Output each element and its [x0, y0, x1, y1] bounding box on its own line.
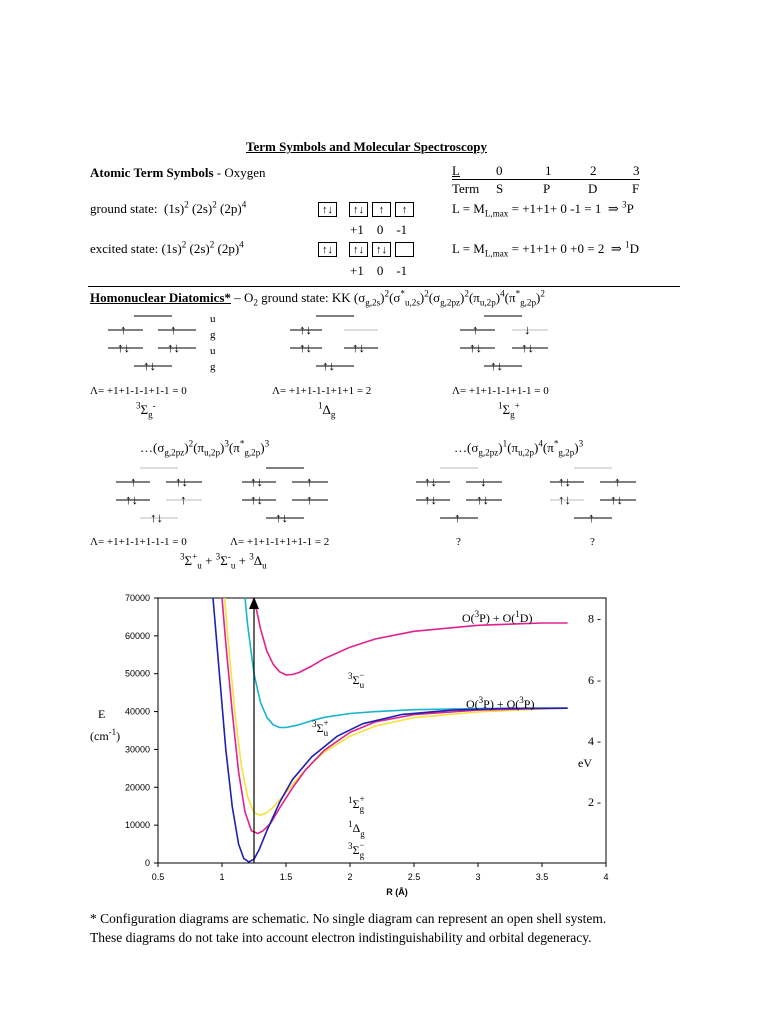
- svg-text:↑: ↑: [120, 322, 127, 337]
- symmetry-label: g: [210, 361, 216, 373]
- y-axis-unit: $(cm^{-1})$: [90, 727, 121, 743]
- ev-tick-label: 6 -: [588, 672, 601, 687]
- implies-arrow: ⇒: [610, 241, 622, 256]
- footnote-line: These diagrams do not take into account electron indistinguishability and orbital degeneracy.: [90, 930, 592, 945]
- svg-text:↑↓: ↑↓: [558, 492, 571, 507]
- svg-text:↑↓: ↑↓: [322, 358, 335, 373]
- term-mult: 3: [136, 400, 141, 411]
- l-value: 0: [496, 163, 503, 178]
- term-value: P: [543, 181, 551, 196]
- potential-energy-chart: [0, 580, 768, 900]
- lambda-sum: Λ= +1+1-1-1+1-1 = 0: [452, 385, 549, 397]
- l-value: 3: [633, 163, 640, 178]
- svg-text:↑↓: ↑↓: [424, 474, 437, 489]
- asymptote-label: O($^3$P) + O($^3$P): [466, 695, 535, 711]
- y-tick-label: 30000: [124, 744, 150, 755]
- svg-text:↑: ↑: [130, 474, 137, 489]
- svg-text:↑↓: ↑↓: [610, 492, 623, 507]
- x-tick-label: 3: [475, 872, 481, 882]
- term-sym: Σ: [502, 402, 511, 417]
- ellipsis: …: [140, 440, 153, 455]
- svg-text:↑↓: ↑↓: [476, 492, 489, 507]
- l-label: L: [452, 163, 460, 178]
- excited-config-2: $\dots(\sigma_{g,2pz})^1(\pi_{u,2p})^4(\pi^*_{g,2p})^3$: [454, 438, 584, 458]
- svg-text:↑: ↑: [614, 474, 621, 489]
- implies-arrow: ⇒: [607, 201, 619, 216]
- state-label: $^3$Σ− u: [348, 670, 365, 690]
- term-letter: P: [626, 201, 634, 216]
- svg-text:↑↓: ↑↓: [299, 322, 312, 337]
- l-value: 2: [590, 163, 597, 178]
- svg-text:↓: ↓: [524, 322, 531, 337]
- lead-sub: 2: [253, 297, 258, 308]
- x-tick-label: 2.5: [407, 872, 421, 882]
- orbital-box: ↑: [395, 202, 414, 217]
- term-sub: g: [510, 409, 515, 420]
- ml-values: +1 0 -1: [350, 263, 408, 278]
- x-axis-label: R (Å): [386, 887, 408, 897]
- y-tick-label: 40000: [124, 706, 150, 717]
- excited-state-label: excited state:: [90, 241, 159, 256]
- svg-text:↑: ↑: [306, 474, 313, 489]
- svg-text:↑↓: ↑↓: [143, 358, 156, 373]
- svg-text:↑: ↑: [180, 492, 187, 507]
- y-tick-label: 50000: [124, 668, 150, 679]
- term-mult: 1: [318, 400, 323, 411]
- lambda-sum: Λ= +1+1-1+1-1-1 = 0: [90, 536, 187, 548]
- orbital-box: ↑↓: [318, 242, 337, 257]
- svg-text:↑: ↑: [472, 322, 479, 337]
- result-sub: L,max: [484, 248, 509, 259]
- svg-text:↑↓: ↑↓: [175, 474, 188, 489]
- svg-text:↑↓: ↑↓: [167, 340, 180, 355]
- homonuclear-title: Homonuclear Diatomics*: [90, 290, 231, 305]
- svg-text:↑: ↑: [588, 510, 595, 525]
- symmetry-label: u: [210, 345, 216, 357]
- orbital-box: ↑↓: [318, 202, 337, 217]
- x-tick-label: 2: [347, 872, 353, 882]
- excited-state-config: excited state: $(1s)^2$ $(2s)^2$ $(2p)^4$: [90, 239, 244, 256]
- asymptote-label: O($^3$P) + O($^1$D): [462, 609, 533, 625]
- svg-text:↑: ↑: [170, 322, 177, 337]
- x-tick-label: 1: [219, 872, 225, 882]
- svg-text:↑↓: ↑↓: [469, 340, 482, 355]
- svg-text:↑↓: ↑↓: [250, 492, 263, 507]
- term-symbol: [498, 402, 520, 418]
- svg-text:↑↓: ↑↓: [150, 510, 163, 525]
- transition-arrowhead: [249, 597, 259, 609]
- atomic-heading-text: Atomic Term Symbols: [90, 165, 214, 180]
- term-symbol: [136, 402, 156, 418]
- page-title: Term Symbols and Molecular Spectroscopy: [246, 139, 487, 154]
- symmetry-label: u: [210, 313, 216, 325]
- x-tick-label: 1.5: [279, 872, 293, 882]
- state-label: $^1\Delta_g$: [348, 819, 365, 839]
- ev-tick-label: 4 -: [588, 733, 601, 748]
- ellipsis: …: [454, 440, 467, 455]
- y-tick-label: 70000: [124, 593, 150, 603]
- y-tick-label: 10000: [124, 820, 150, 831]
- result-sub: L,max: [484, 208, 509, 219]
- svg-text:↑↓: ↑↓: [490, 358, 503, 373]
- svg-text:↑: ↑: [306, 492, 313, 507]
- y-tick-label: 20000: [124, 782, 150, 793]
- lead-text: – O: [230, 290, 254, 305]
- unknown-term: ?: [456, 536, 461, 548]
- ev-axis-label: eV: [578, 755, 592, 770]
- term-value: F: [632, 181, 640, 196]
- symmetry-label: g: [210, 329, 216, 341]
- unknown-term: ?: [590, 536, 595, 548]
- orbital-box: ↑: [372, 202, 391, 217]
- orbital-box: ↑↓: [349, 202, 368, 217]
- ev-tick-label: 8 -: [588, 611, 601, 626]
- excited-config-1: $\dots(\sigma_{g,2pz})^2(\pi_{u,2p})^3(\pi^*_{g,2p})^3$: [140, 438, 270, 458]
- term-mult: 1: [625, 239, 630, 250]
- term-mult: 3: [622, 199, 627, 210]
- svg-text:↑↓: ↑↓: [424, 492, 437, 507]
- atomic-subject: - Oxygen: [213, 165, 266, 180]
- svg-text:↑↓: ↑↓: [250, 474, 263, 489]
- x-tick-label: 4: [603, 872, 609, 882]
- homonuclear-heading: Homonuclear Diatomics* – $O_2$ ground state: KK $(\sigma_{g,2s})^2(\sigma^*_{u,2s})^2(\sigma_{g,2pz})^2(\pi_{u,2p})^4(\pi^*_{g,2p})^2$: [90, 288, 545, 308]
- lambda-sum: Λ= +1+1-1+1+1-1 = 2: [230, 536, 330, 548]
- ev-tick-label: 2 -: [588, 794, 601, 809]
- excited-term-set: $^3\Sigma^+_u + ^3\Sigma^-_u + ^3\Delta_u$: [180, 551, 267, 571]
- lambda-sum: Λ= +1+1-1-1+1+1 = 2: [272, 385, 372, 397]
- term-sub: g: [148, 409, 153, 420]
- svg-text:↑: ↑: [454, 510, 461, 525]
- l-value: 1: [545, 163, 552, 178]
- result-prefix: L = M: [452, 241, 485, 256]
- result-eq: = +1+1+ 0 +0 = 2: [508, 241, 605, 256]
- term-sup: +: [514, 400, 520, 411]
- svg-text:↑↓: ↑↓: [521, 340, 534, 355]
- svg-text:↑↓: ↑↓: [275, 510, 288, 525]
- ml-values: +1 0 -1: [350, 222, 408, 237]
- state-label: $^1$Σ+ g: [348, 794, 365, 814]
- state-label: $^3$Σ+ u: [312, 718, 329, 738]
- footnote: [90, 909, 606, 947]
- svg-text:↑↓: ↑↓: [125, 492, 138, 507]
- x-tick-label: 0.5: [151, 872, 165, 882]
- y-tick-label: 0: [144, 858, 150, 868]
- term-value: D: [588, 181, 598, 196]
- term-sym: Σ: [140, 402, 149, 417]
- svg-text:↑↓: ↑↓: [299, 340, 312, 355]
- orbital-box: ↑↓: [349, 242, 368, 257]
- x-tick-label: 3.5: [535, 872, 549, 882]
- state-label: $^3$Σ− g: [348, 840, 365, 860]
- lambda-sum: Λ= +1+1-1-1+1-1 = 0: [90, 385, 187, 397]
- term-letter: D: [629, 241, 639, 256]
- ground-state-label: ground state:: [90, 201, 158, 216]
- term-label: Term: [452, 181, 480, 196]
- y-axis-label: E: [98, 707, 106, 721]
- orbital-box: ↑↓: [372, 242, 391, 257]
- result-eq: = +1+1+ 0 -1 = 1: [508, 201, 602, 216]
- svg-text:↑↓: ↑↓: [558, 474, 571, 489]
- potential-curve: [213, 598, 568, 862]
- term-mult: 1: [498, 400, 503, 411]
- ground-state-config: ground state: $(1s)^2$ $(2s)^2$ $(2p)^4$: [90, 199, 247, 216]
- term-sub: g: [330, 409, 336, 420]
- term-sup: -: [152, 400, 156, 411]
- term-value: S: [496, 181, 504, 196]
- svg-text:↑↓: ↑↓: [117, 340, 130, 355]
- footnote-line: * Configuration diagrams are schematic. No single diagram can represent an open shell system.: [90, 911, 607, 926]
- svg-text:↓: ↓: [480, 474, 487, 489]
- term-sym: Δ: [322, 402, 331, 417]
- term-symbol: [318, 402, 335, 418]
- y-tick-label: 60000: [124, 630, 150, 641]
- potential-curve: [254, 598, 568, 675]
- symmetry-labels: [210, 311, 220, 375]
- lead-rest: ground state: KK: [257, 290, 351, 305]
- svg-text:↑↓: ↑↓: [352, 340, 365, 355]
- result-prefix: L = M: [452, 201, 485, 216]
